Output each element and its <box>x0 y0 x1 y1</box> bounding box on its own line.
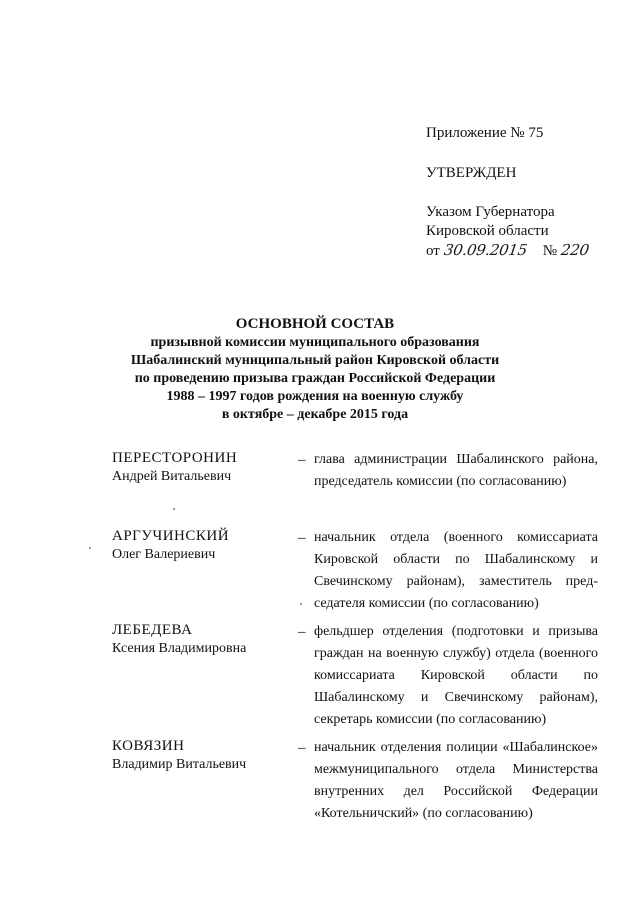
member-surname: КОВЯЗИН <box>112 738 185 754</box>
title-line-4: 1988 – 1997 годов рождения на военную службу <box>166 389 464 404</box>
title-line-2: Шабалинский муниципальный район Кировской области <box>130 353 500 368</box>
member-dash: – <box>298 740 306 756</box>
approval-stamp <box>426 124 589 261</box>
member-surname: АРГУЧИНСКИЙ <box>112 528 230 544</box>
decree-date-line <box>426 241 589 261</box>
member-surname: ЛЕБЕДЕВА <box>112 622 193 638</box>
member-dash: – <box>298 452 306 468</box>
decree-line-2: Кировской области <box>426 223 549 239</box>
member-given-names: Андрей Витальевич <box>112 469 232 484</box>
member-dash: – <box>298 624 306 640</box>
member-role: глава администрации Шабалинского района, председатель комиссии (по согласованию) <box>314 452 598 489</box>
document-title <box>100 314 530 424</box>
member-given-names: Олег Валериевич <box>112 547 216 562</box>
member-given-names: Ксения Владимировна <box>112 641 247 656</box>
member-given-names: Владимир Витальевич <box>112 757 247 772</box>
title-main: ОСНОВНОЙ СОСТАВ <box>235 316 395 332</box>
member-dash: – <box>298 530 306 546</box>
appendix-label: Приложение № 75 <box>426 125 544 141</box>
scan-speck <box>173 508 175 510</box>
member-role: начальник отдела (военного комиссариата Кировской области по Шабалинскому и Свечинскому районам), заместитель председателя комиссии (по согласованию) <box>314 530 598 611</box>
approved-label: УТВЕРЖДЕН <box>426 165 517 181</box>
title-line-5: в октябре – декабре 2015 года <box>221 407 409 422</box>
decree-line-1: Указом Губернатора <box>426 204 555 220</box>
scan-speck <box>300 603 302 605</box>
handwritten-number: 220 <box>559 241 591 259</box>
member-role: фельдшер отделения (подготовки и призыва граждан на военную службу) отдела (военного комиссариата Кировской области по Шабалинскому и Свечинскому районам), секретарь комиссии (по согласованию) <box>314 624 598 727</box>
member-role: начальник отделения полиции «Шабалинское» межмуниципального отдела Министерства внутренних дел Российской Федерации «Котельничский» (по согласованию) <box>314 740 598 821</box>
from-prefix: от <box>426 243 440 259</box>
number-sign: № <box>542 243 558 259</box>
title-line-3: по проведению призыва граждан Российской Федерации <box>134 371 496 386</box>
scan-speck <box>89 547 91 549</box>
handwritten-date: 30.09.2015 <box>442 241 529 259</box>
member-surname: ПЕРЕСТОРОНИН <box>112 450 238 466</box>
title-line-1: призывной комиссии муниципального образования <box>150 335 480 350</box>
